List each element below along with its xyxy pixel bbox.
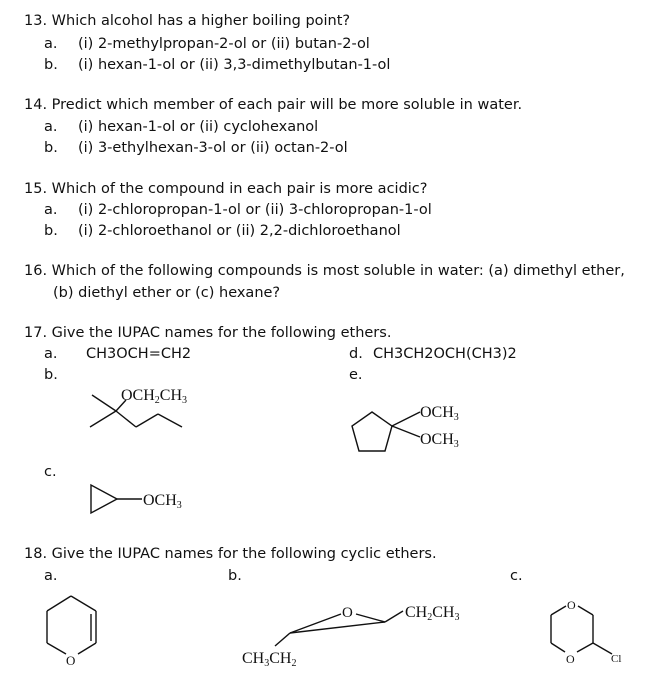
q16-stem-line2: (b) diethyl ether or (c) hexane? [53, 285, 281, 301]
q17-a-formula: CH3OCH=CH2 [86, 346, 192, 362]
q18c-oxygen-top: O [567, 598, 576, 612]
q17-stem: 17. Give the IUPAC names for the following ethers. [24, 325, 392, 341]
q17-b-label: b. [44, 367, 58, 383]
q15-a-label: a. [44, 202, 58, 218]
q18c-chloro-label: Cl [611, 653, 622, 665]
q18-c-label: c. [510, 568, 523, 584]
q13-a-label: a. [44, 36, 58, 52]
q17-d-formula: CH3CH2OCH(CH3)2 [373, 346, 517, 362]
q18b-structure [242, 604, 459, 669]
q18b-oxygen: O [342, 605, 353, 621]
q18b-ethyl-left: CH3CH2 [242, 650, 297, 669]
q17c-methoxy-label: OCH3 [143, 492, 182, 511]
q17b-structure [90, 387, 187, 427]
q14-b-label: b. [44, 140, 58, 156]
q13-a-text: (i) 2-methylpropan-2-ol or (ii) butan-2-ol [78, 36, 370, 52]
q17b-ethoxy-label: OCH2CH3 [121, 387, 188, 406]
q17-e-label: e. [349, 367, 363, 383]
q13-b-label: b. [44, 57, 58, 73]
q18-stem: 18. Give the IUPAC names for the following cyclic ethers. [24, 546, 437, 562]
q18c-oxygen-bottom: O [566, 652, 575, 666]
q13-stem: 13. Which alcohol has a higher boiling point? [24, 13, 351, 29]
q17-d-label: d. [349, 346, 363, 362]
q17e-methoxy-bottom: OCH3 [420, 431, 459, 450]
q15-b-text: (i) 2-chloroethanol or (ii) 2,2-dichloroethanol [78, 223, 401, 239]
q15-b-label: b. [44, 223, 58, 239]
q14-a-text: (i) hexan-1-ol or (ii) cyclohexanol [78, 119, 319, 135]
q15-a-text: (i) 2-chloropropan-1-ol or (ii) 3-chloropropan-1-ol [78, 202, 432, 218]
q18b-ethyl-right: CH2CH3 [405, 604, 460, 623]
q17e-methoxy-top: OCH3 [420, 404, 459, 423]
q18a-structure [47, 596, 96, 668]
q17-c-label: c. [44, 464, 57, 480]
q14-stem: 14. Predict which member of each pair will be more soluble in water. [24, 97, 523, 113]
q13-b-text: (i) hexan-1-ol or (ii) 3,3-dimethylbutan-1-ol [78, 57, 391, 73]
q17c-structure [91, 485, 182, 513]
q18a-oxygen: O [66, 653, 76, 668]
q17e-structure [352, 404, 459, 451]
q16-stem-line1: 16. Which of the following compounds is most soluble in water: (a) dimethyl ether, [24, 263, 625, 279]
q18c-structure [551, 598, 621, 666]
q14-a-label: a. [44, 119, 58, 135]
q17-a-label: a. [44, 346, 58, 362]
q15-stem: 15. Which of the compound in each pair is more acidic? [24, 181, 428, 197]
q14-b-text: (i) 3-ethylhexan-3-ol or (ii) octan-2-ol [78, 140, 348, 156]
q18-a-label: a. [44, 568, 58, 584]
q18-b-label: b. [228, 568, 242, 584]
